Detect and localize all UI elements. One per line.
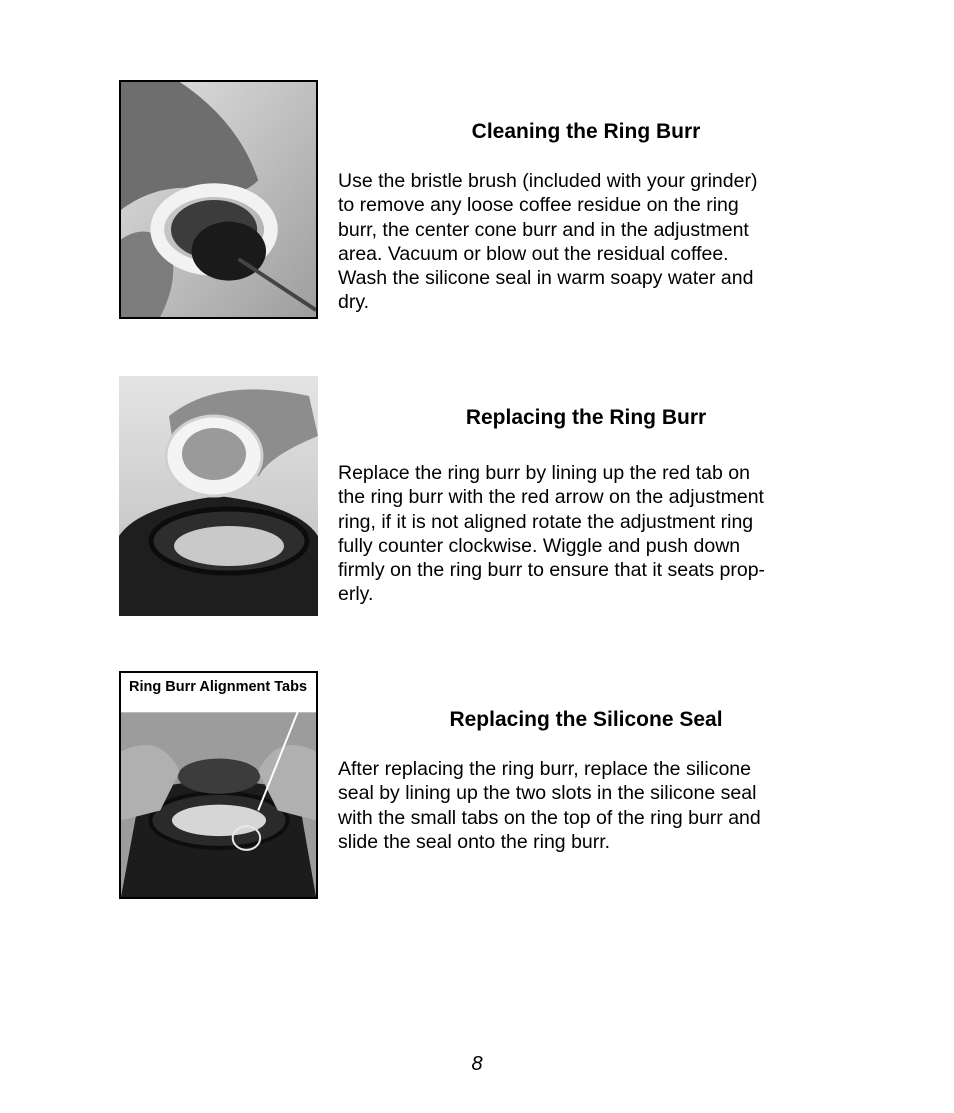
section-3-title: Replacing the Silicone Seal xyxy=(449,708,723,731)
section-2-body xyxy=(338,461,765,607)
cleaning-ring-burr-photo xyxy=(119,80,318,319)
section-2-line: Replace the ring burr by lining up the red tab on xyxy=(338,462,750,484)
section-1-line: Wash the silicone seal in warm soapy water and xyxy=(338,267,754,290)
section-3-line: seal by lining up the two slots in the silicone seal xyxy=(338,782,757,805)
section-3-line: with the small tabs on the top of the ring burr and xyxy=(338,806,761,829)
section-1-body xyxy=(338,169,757,315)
section-2-line: erly. xyxy=(338,583,374,606)
section-2-line: fully counter clockwise. Wiggle and push down xyxy=(338,534,741,557)
section-2-title: Replacing the Ring Burr xyxy=(465,406,707,429)
alignment-tabs-caption: Ring Burr Alignment Tabs xyxy=(129,679,308,695)
section-1-line: Use the bristle brush (included with your grinder) xyxy=(338,170,758,192)
section-3-body xyxy=(338,757,761,854)
section-2-line: firmly on the ring burr to ensure that it seats prop- xyxy=(338,559,766,582)
section-3-line: After replacing the ring burr, replace the silicone xyxy=(338,758,751,780)
replacing-ring-burr-photo xyxy=(119,376,318,616)
section-1-title: Cleaning the Ring Burr xyxy=(471,120,701,143)
section-1-line: dry. xyxy=(338,291,370,314)
page-number: 8 xyxy=(471,1053,483,1075)
section-1-line: burr, the center cone burr and in the adjustment xyxy=(338,218,749,241)
section-3-line: slide the seal onto the ring burr. xyxy=(338,830,611,853)
silicone-seal-photo xyxy=(119,671,318,899)
section-2-line: the ring burr with the red arrow on the adjustment xyxy=(338,486,764,509)
section-1-line: to remove any loose coffee residue on the ring xyxy=(338,194,739,217)
section-2-line: ring, if it is not aligned rotate the adjustment ring xyxy=(338,510,754,533)
section-1-line: area. Vacuum or blow out the residual coffee. xyxy=(338,242,729,265)
